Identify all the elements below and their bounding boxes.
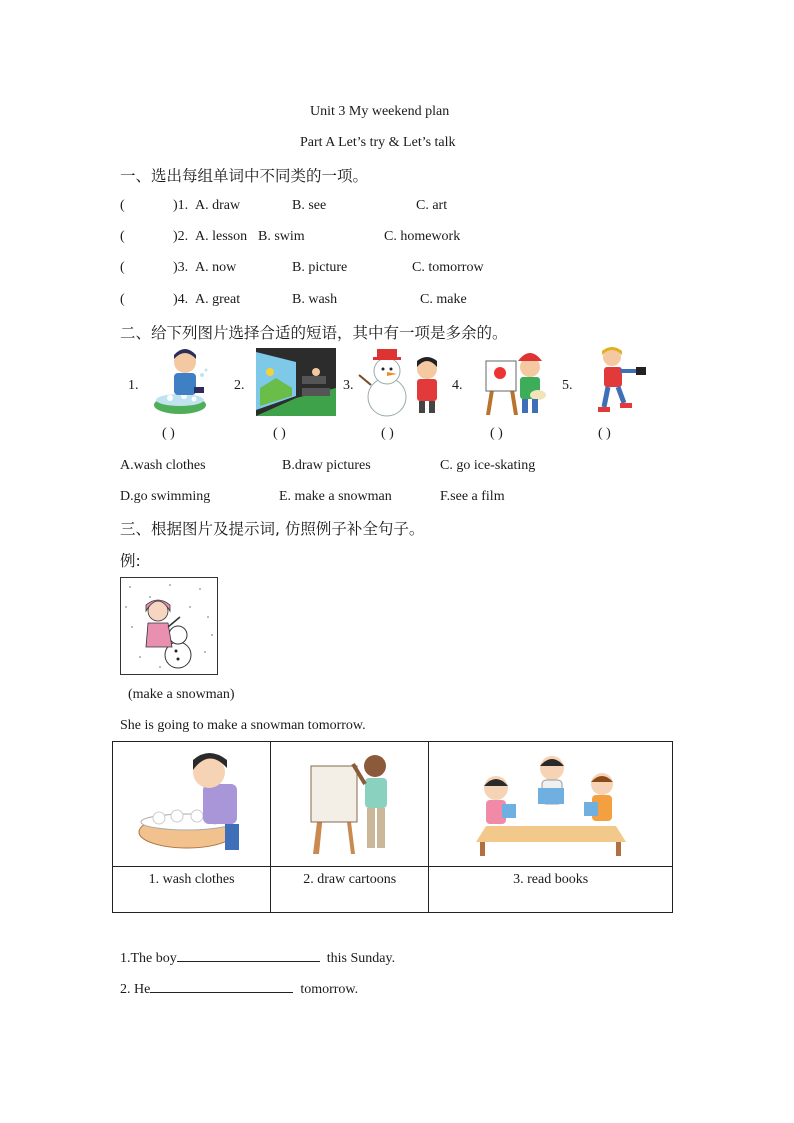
option-a: A. now: [195, 260, 237, 275]
answer-bracket: ( ): [162, 426, 175, 441]
question-number: )1.: [173, 198, 189, 213]
question-open-paren: (: [120, 198, 125, 213]
children-reading-illustration: [466, 744, 636, 859]
caption-cell: 2. draw cartoons: [271, 867, 429, 913]
answer-bracket: ( ): [490, 426, 503, 441]
example-label: 例:: [120, 552, 141, 570]
cinema-illustration: [256, 348, 336, 416]
option-a: A. lesson: [195, 229, 248, 244]
question-number: )3.: [173, 260, 189, 275]
answer-bracket: ( ): [598, 426, 611, 441]
sentence-2: [120, 980, 358, 998]
answer-bracket: ( ): [381, 426, 394, 441]
option-b: B. picture: [292, 260, 348, 275]
table-cell: [271, 742, 429, 867]
option-c: C. homework: [384, 229, 461, 244]
phrase-option: E. make a snowman: [279, 489, 392, 504]
example-hint: (make a snowman): [128, 687, 235, 702]
picture-number: 3.: [343, 378, 354, 393]
question-open-paren: (: [120, 260, 125, 275]
picture-number: 2.: [234, 378, 245, 393]
boy-washing-clothes-illustration: [137, 744, 247, 859]
caption-cell: 3. read books: [429, 867, 673, 913]
sentence-2-start: 2. He: [120, 982, 151, 997]
sentence-1-start: 1.The boy: [120, 951, 177, 966]
washing-clothes-illustration: [150, 345, 215, 417]
option-c: C. art: [416, 198, 448, 213]
question-open-paren: (: [120, 229, 125, 244]
ice-skating-illustration: [590, 345, 652, 417]
sentence-2-end: tomorrow.: [300, 982, 359, 997]
picture-number: 4.: [452, 378, 463, 393]
answer-blank[interactable]: [177, 949, 320, 962]
option-b: B. swim: [258, 229, 305, 244]
option-b: B. wash: [292, 292, 338, 307]
option-c: C. make: [420, 292, 467, 307]
part-title: Part A Let’s try & Let’s talk: [300, 135, 456, 150]
option-a: A. draw: [195, 198, 241, 213]
answer-blank[interactable]: [150, 980, 293, 993]
table-row: [113, 742, 673, 867]
drawing-illustration: [480, 345, 550, 417]
phrase-option: B.draw pictures: [282, 458, 371, 473]
option-a: A. great: [195, 292, 241, 307]
option-c: C. tomorrow: [412, 260, 484, 275]
option-b: B. see: [292, 198, 327, 213]
table-row: [113, 867, 673, 913]
picture-number: 1.: [128, 378, 139, 393]
question-open-paren: (: [120, 292, 125, 307]
picture-table: [112, 741, 673, 913]
snowman-illustration: [357, 345, 447, 420]
phrase-option: F.see a film: [440, 489, 505, 504]
example-sentence: She is going to make a snowman tomorrow.: [120, 718, 366, 733]
unit-title: Unit 3 My weekend plan: [310, 104, 450, 119]
example-snowman-illustration: [120, 577, 218, 675]
phrase-option: D.go swimming: [120, 489, 211, 504]
phrase-option: A.wash clothes: [120, 458, 206, 473]
answer-bracket: ( ): [273, 426, 286, 441]
section2-heading: 二、给下列图片选择合适的短语，其中有一项是多余的。: [120, 324, 508, 342]
phrase-option: C. go ice-skating: [440, 458, 536, 473]
section3-heading: 三、根据图片及提示词, 仿照例子补全句子。: [120, 520, 425, 538]
boy-drawing-illustration: [295, 744, 405, 859]
sentence-1-end: this Sunday.: [326, 951, 396, 966]
table-cell: [429, 742, 673, 867]
table-cell: [113, 742, 271, 867]
picture-number: 5.: [562, 378, 573, 393]
section1-heading: 一、选出每组单词中不同类的一项。: [120, 167, 369, 185]
question-number: )4.: [173, 292, 189, 307]
caption-cell: 1. wash clothes: [113, 867, 271, 913]
question-number: )2.: [173, 229, 189, 244]
sentence-1: [120, 949, 395, 967]
